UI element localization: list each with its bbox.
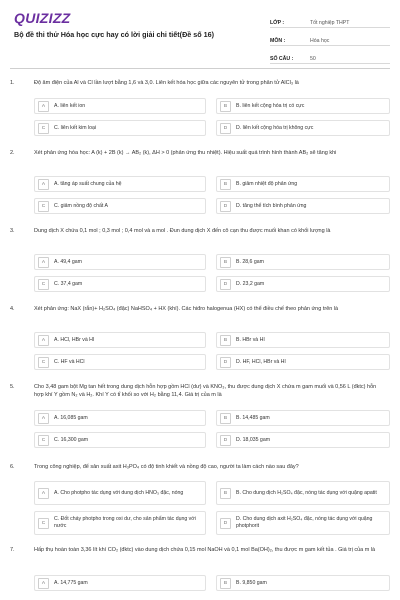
option-letter: A (38, 335, 49, 346)
question-text: Cho 3,48 gam bột Mg tan hết trong dung dịch hỗn hợp gồm HCl (dư) và KNO₃, thu được dung dịch X chứa m gam muối và 0,56 L (đktc) hỗn hợp khí Y gồm N₂ và H₂. Khí Y có tỉ khối so với H₂ bằng 11,4. Giá trị của m là (34, 384, 377, 398)
option-text: C. 37,4 gam (54, 280, 83, 287)
option-letter: B (220, 257, 231, 268)
option-text: B. giảm nhiệt độ phản ứng (236, 180, 298, 187)
option-a[interactable] (34, 176, 206, 192)
option-a[interactable] (34, 575, 206, 591)
option-a[interactable] (34, 410, 206, 426)
option-letter: B (220, 413, 231, 424)
option-text: C. Đốt cháy photpho trong oxi dư, cho sản phẩm tác dụng với nước (54, 516, 196, 529)
header-divider (10, 68, 390, 69)
option-letter: B (220, 335, 231, 346)
option-letter: D (220, 518, 231, 529)
page-title: Bộ đề thi thử Hóa học cực hay có lời giải chi tiết(Đề số 16) (14, 30, 215, 39)
option-letter: B (220, 578, 231, 589)
option-a[interactable] (34, 332, 206, 348)
question-5 (10, 384, 390, 456)
question-text: Trong công nghiệp, để sản xuất axit H₃PO₄ có độ tinh khiết và nồng độ cao, người ta làm cách nào sau đây? (34, 464, 299, 470)
option-letter: A (38, 257, 49, 268)
option-letter: C (38, 435, 49, 446)
option-text: A. liên kết ion (54, 102, 86, 109)
meta-value: 50 (310, 56, 316, 62)
option-letter: D (220, 357, 231, 368)
question-3 (10, 228, 390, 298)
option-text: A. HCl, HBr và HI (54, 336, 95, 343)
option-letter: A (38, 488, 49, 499)
option-text: C. liên kết kim loại (54, 124, 97, 131)
question-number: 1. (10, 80, 15, 86)
option-text: B. 9,850 gam (236, 579, 267, 586)
option-text: A. 49,4 gam (54, 258, 82, 265)
question-text: Xét phản ứng: NaX (rắn)+ H₂SO₄ (đặc) NaHSO₄ + HX (khí). Các hiđro halogenua (HX) có thể điều chế theo phản ứng trên là (34, 306, 339, 312)
question-number: 2. (10, 150, 15, 156)
question-number: 3. (10, 228, 15, 234)
option-c[interactable] (34, 120, 206, 136)
meta-label: LỚP : (270, 20, 285, 26)
option-text: B. liên kết cộng hóa trị có cực (236, 102, 305, 109)
option-text: A. 14,775 gam (54, 579, 88, 586)
question-2 (10, 150, 390, 220)
option-letter: B (220, 179, 231, 190)
option-d[interactable] (216, 120, 390, 136)
option-b[interactable] (216, 254, 390, 270)
option-text: A. tăng áp suất chung của hệ (54, 180, 122, 187)
option-letter: A (38, 578, 49, 589)
option-letter: C (38, 518, 49, 529)
meta-row-subject (270, 30, 390, 46)
meta-value: Tốt nghiệp THPT (310, 20, 350, 26)
option-c[interactable] (34, 354, 206, 370)
option-text: D. Cho dung dịch axit H₂SO₄ đặc, nóng tác dụng với quặng photphorit (236, 516, 373, 529)
option-b[interactable] (216, 575, 390, 591)
option-text: D. 18,035 gam (236, 436, 271, 443)
option-text: D. liên kết cộng hóa trị không cực (236, 124, 314, 131)
quizizz-logo: QUIZIZZ (14, 10, 71, 26)
meta-value: Hóa học (310, 38, 330, 44)
option-text: B. HBr và HI (236, 336, 265, 343)
option-text: B. 28,6 gam (236, 258, 264, 265)
question-number: 4. (10, 306, 15, 312)
option-text: C. giảm nồng độ chất A (54, 202, 108, 209)
option-d[interactable] (216, 276, 390, 292)
meta-row-count (270, 48, 390, 64)
option-text: B. 14,485 gam (236, 414, 270, 421)
meta-label: MÔN : (270, 38, 286, 44)
meta-info (270, 12, 390, 66)
option-text: C. 16,300 gam (54, 436, 89, 443)
question-text: Xét phản ứng hóa học: A (k) + 2B (k) → AB₂ (k), ΔH > 0 (phản ứng thu nhiệt). Hiệu suất quá trình hình thành AB₂ sẽ tăng khi (34, 150, 337, 156)
option-a[interactable] (34, 98, 206, 114)
option-letter: B (220, 101, 231, 112)
option-d[interactable] (216, 354, 390, 370)
option-letter: A (38, 413, 49, 424)
option-letter: D (220, 279, 231, 290)
option-letter: D (220, 435, 231, 446)
option-text: A. 16,085 gam (54, 414, 88, 421)
question-7 (10, 547, 390, 597)
option-letter: A (38, 179, 49, 190)
option-text: B. Cho dung dịch H₂SO₄ đặc, nóng tác dụng với quặng apatit (236, 489, 377, 496)
option-text: D. 23,2 gam (236, 280, 265, 287)
question-text: Độ âm điện của Al và Cl lần lượt bằng 1,6 và 3,0. Liên kết hóa học giữa các nguyên tử trong phân tử AlCl₃ là (34, 80, 299, 86)
option-text: A. Cho photpho tác dụng với dung dịch HNO₃ đặc, nóng (54, 489, 184, 496)
question-text: Hấp thụ hoàn toàn 3,36 lít khí CO₂ (đktc) vào dung dịch chứa 0,15 mol NaOH và 0,1 mol Ba(OH)₂, thu được m gam kết tủa . Giá trị của m là (34, 547, 376, 553)
option-b[interactable] (216, 98, 390, 114)
option-a[interactable] (34, 481, 206, 505)
option-a[interactable] (34, 254, 206, 270)
option-text: D. tăng thể tích bình phản ứng (236, 202, 307, 209)
option-c[interactable] (34, 511, 206, 535)
option-b[interactable] (216, 176, 390, 192)
option-text: D. HF, HCl, HBr và HI (236, 358, 286, 365)
option-letter: B (220, 488, 231, 499)
option-b[interactable] (216, 410, 390, 426)
option-b[interactable] (216, 481, 390, 505)
option-letter: C (38, 123, 49, 134)
question-number: 5. (10, 384, 15, 390)
header (0, 0, 400, 72)
option-text: C. HF và HCl (54, 358, 85, 365)
question-number: 7. (10, 547, 15, 553)
option-d[interactable] (216, 511, 390, 535)
option-c[interactable] (34, 198, 206, 214)
option-letter: D (220, 201, 231, 212)
option-d[interactable] (216, 432, 390, 448)
question-6 (10, 464, 390, 540)
question-text: Dung dịch X chứa 0,1 mol ; 0,3 mol ; 0,4 mol và a mol . Đun dung dịch X đến cô cạn thu được muối khan có khối lượng là (34, 228, 331, 234)
meta-row-class (270, 12, 390, 28)
option-b[interactable] (216, 332, 390, 348)
option-d[interactable] (216, 198, 390, 214)
question-4 (10, 306, 390, 376)
option-c[interactable] (34, 276, 206, 292)
option-letter: C (38, 357, 49, 368)
option-letter: D (220, 123, 231, 134)
question-1 (10, 80, 390, 140)
option-c[interactable] (34, 432, 206, 448)
option-letter: C (38, 279, 49, 290)
option-letter: A (38, 101, 49, 112)
meta-label: SỐ CÂU : (270, 56, 294, 62)
question-number: 6. (10, 464, 15, 470)
option-letter: C (38, 201, 49, 212)
